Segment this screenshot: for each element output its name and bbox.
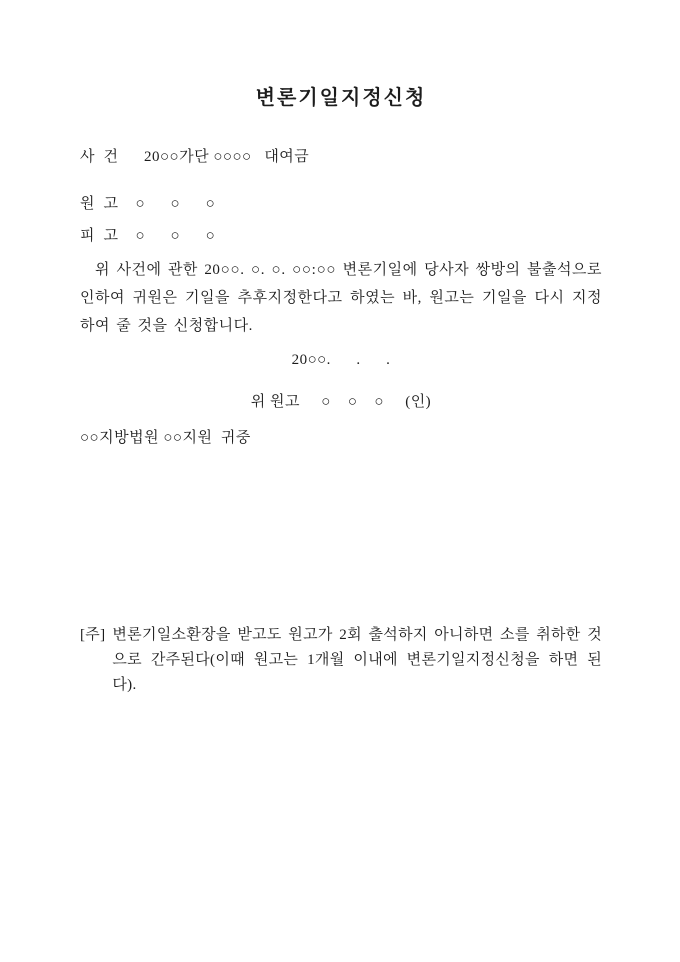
- footnote-text: 변론기일소환장을 받고도 원고가 2회 출석하지 아니하면 소를 취하한 것으로 간주된다(이때 원고는 1개월 이내에 변론기일지정신청을 하면 된다).: [112, 627, 602, 693]
- signature-line: 위 원고 ○ ○ ○ (인): [250, 394, 432, 410]
- footnote-marker: [주]: [80, 627, 106, 643]
- footnote: [80, 623, 602, 698]
- document-title: 변론기일지정신청: [255, 87, 427, 109]
- case-number-line: 사 건 20○○가단 ○○○○ 대여금: [80, 149, 310, 165]
- defendant-line: 피 고 ○ ○ ○: [80, 228, 216, 244]
- court-recipient-line: ○○지방법원 ○○지원 귀중: [80, 430, 251, 446]
- date-line: 20○○. . .: [291, 352, 391, 368]
- plaintiff-line: 원 고 ○ ○ ○: [80, 196, 216, 212]
- body-paragraph: 위 사건에 관한 20○○. ○. ○. ○○:○○ 변론기일에 당사자 쌍방의 불출석으로 인하여 귀원은 기일을 추후지정한다고 하였는 바, 원고는 기일을 다시 지정하여 줄 것을 신청합니다.: [80, 262, 602, 334]
